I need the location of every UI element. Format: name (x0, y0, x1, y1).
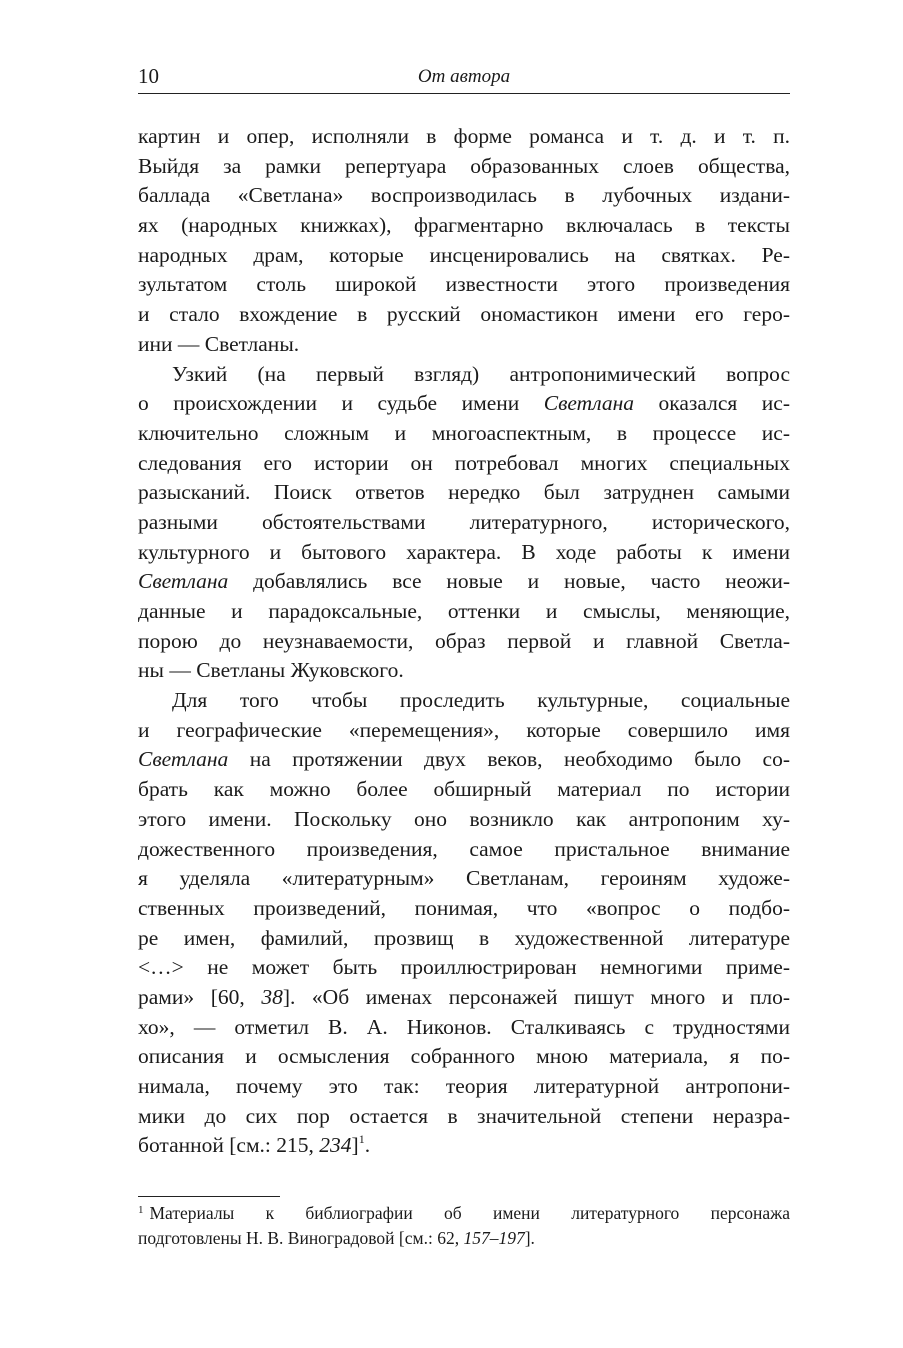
text-line: хо», — отметил В. А. Никонов. Сталкиваясь с трудностями (138, 1014, 790, 1039)
running-header (138, 64, 790, 92)
text-line: этого имени. Поскольку оно возникло как антропоним ху- (138, 806, 790, 831)
text-line: <…> не может быть проиллюстрирован немногими приме- (138, 955, 790, 980)
text-line: ственных произведений, понимая, что «вопрос о подбо- (138, 895, 790, 920)
footnote-reference[interactable]: 1 (358, 1132, 365, 1147)
text-line: порою до неузнаваемости, образ первой и главной Светла- (138, 628, 790, 653)
main-text (138, 122, 790, 1161)
text-line: и географические «перемещения», которые совершило имя (138, 717, 790, 742)
text-line: описания и осмысления собранного мною материала, я по- (138, 1044, 790, 1069)
running-title: От автора (417, 66, 511, 87)
italic-page-ref: 157–197 (463, 1228, 525, 1248)
text-line: Для того чтобы проследить культурные, социальные (172, 688, 790, 713)
text-line: рами» [60, 38]. «Об именах персонажей пишут много и пло- (138, 984, 790, 1009)
footnote-marker: 1 (138, 1204, 144, 1216)
text-line: народных драм, которые инсценировались на святках. Ре- (138, 242, 790, 267)
italic-name: Светлана (543, 391, 634, 416)
text-line: зультатом столь широкой известности этого произведения (138, 272, 790, 297)
text-line: картин и опер, исполняли в форме романса и т. д. и т. п. (138, 124, 790, 148)
text-line: о происхождении и судьбе имени Светлана оказался ис- (138, 391, 790, 416)
text-line: Светлана на протяжении двух веков, необходимо было со- (138, 747, 790, 772)
footnotes (138, 1201, 790, 1251)
text-line: баллада «Светлана» воспроизводилась в лубочных издани- (138, 183, 790, 208)
text-line: Светлана добавлялись все новые и новые, часто неожи- (138, 569, 790, 594)
text-line: ботанной [см.: 215, 234]$^1$. (138, 1132, 371, 1158)
text-line: данные и парадоксальные, оттенки и смыслы, меняющие, (138, 599, 790, 623)
text-line: ини — Светланы. (138, 331, 300, 356)
footnote-line: $^1$ Материалы к библиографии об имени литературного персонажа (138, 1203, 790, 1223)
header-divider (138, 93, 790, 94)
footnote-line: подготовлены Н. В. Виноградовой [см.: 62, 157–197]. (138, 1228, 535, 1248)
text-line: мики до сих пор остается в значительной степени неразра- (138, 1103, 790, 1128)
text-line: культурного и бытового характера. В ходе работы к имени (138, 539, 790, 564)
italic-page-ref: 234 (319, 1133, 352, 1158)
italic-name: Светлана (138, 569, 229, 594)
text-line: разысканий. Поиск ответов нередко был затруднен самыми (138, 480, 790, 505)
text-line: я уделяла «литературным» Светланам, героиням художе- (138, 866, 790, 891)
text-line: и стало вхождение в русский ономастикон имени его геро- (138, 302, 790, 327)
text-line: следования его истории он потребовал многих специальных (138, 450, 790, 475)
text-line: дожественного произведения, самое пристальное внимание (138, 836, 790, 861)
text-line: ключительно сложным и многоаспектным, в процессе ис- (138, 420, 790, 445)
text-line: нимала, почему это так: теория литературной антропони- (138, 1074, 790, 1098)
footnote-divider (138, 1196, 280, 1197)
text-line: Узкий (на первый взгляд) антропонимический вопрос (172, 361, 790, 386)
italic-page-ref: 38 (261, 984, 283, 1009)
text-line: ях (народных книжках), фрагментарно включалась в тексты (138, 213, 790, 238)
text-line: ны — Светланы Жуковского. (138, 658, 404, 683)
italic-name: Светлана (138, 747, 229, 772)
text-line: разными обстоятельствами литературного, исторического, (138, 509, 790, 534)
text-line: брать как можно более обширный материал по истории (138, 777, 790, 802)
page-number: 10 (138, 64, 159, 88)
text-line: ре имен, фамилий, прозвищ в художественной литературе (138, 925, 790, 950)
text-line: Выйдя за рамки репертуара образованных слоев общества, (138, 153, 790, 178)
